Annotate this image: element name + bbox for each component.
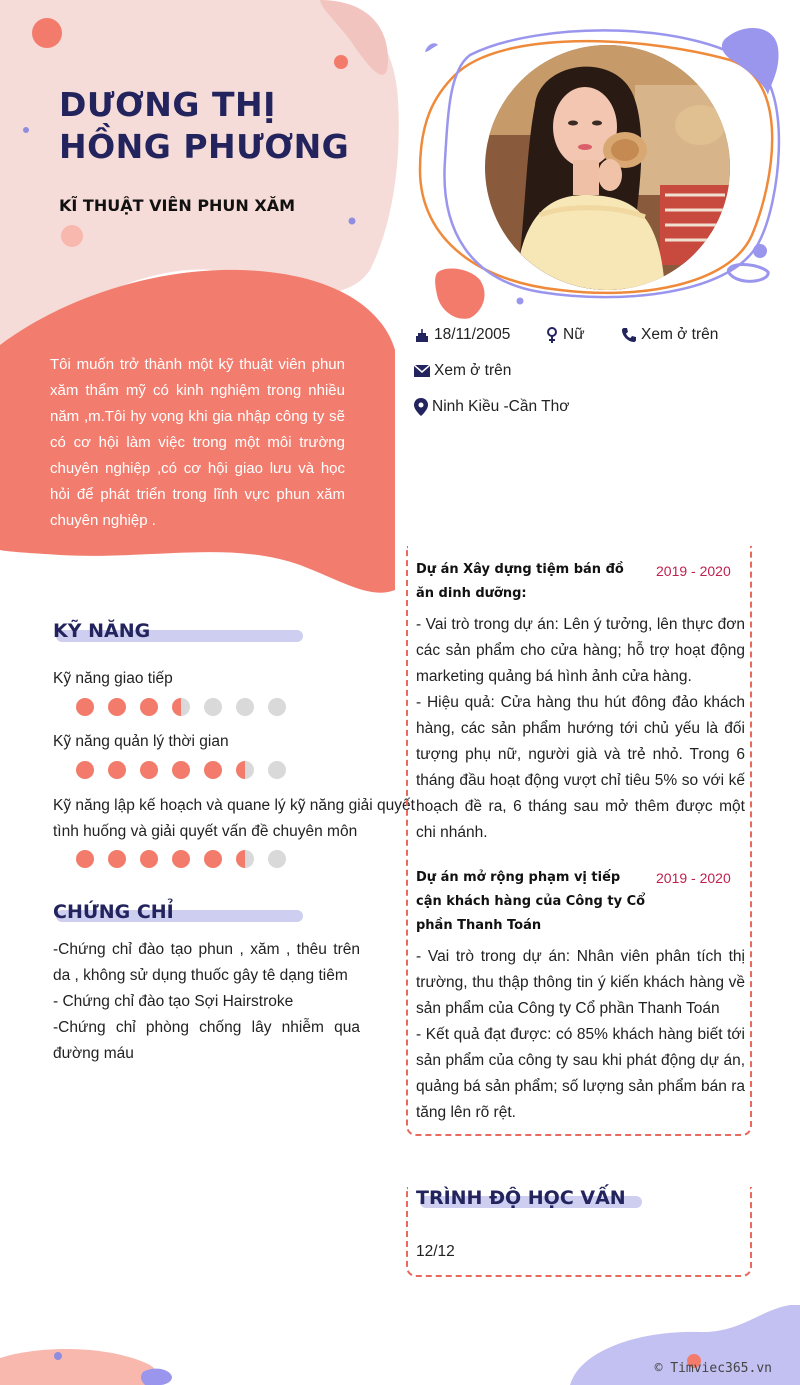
project-result: - Hiệu quả: Cửa hàng thu hút đông đảo khách hàng, các sản phẩm hướng tới chủ yếu là đối tượng phụ nữ, người già và trẻ nhỏ. Trong 6 tháng đầu hoạt động vượt chỉ tiêu 5% so với kế hoạch đề ra, 6 tháng sau mở thêm được một chi nhánh. — [416, 694, 745, 841]
skill-name: Kỹ năng quản lý thời gian — [53, 733, 229, 750]
email-field — [414, 362, 511, 380]
project-role: - Vai trò trong dự án: Nhân viên phân tích thị trường, thu thập thông tin ý kiến khách hàng về sản phẩm của Công ty Cổ phần Thanh Toán — [416, 948, 745, 1017]
project-date: 2019 - 2020 — [656, 563, 731, 579]
certificate-item: - Chứng chỉ đào tạo Sợi Hairstroke — [53, 993, 294, 1010]
skill-rating — [76, 850, 286, 868]
skill-name-line-1: Kỹ năng lập kế hoạch và quane lý kỹ năng giải quyết — [53, 797, 415, 814]
mail-icon — [414, 365, 430, 377]
rating-dot — [108, 761, 126, 779]
job-title: KĨ THUẬT VIÊN PHUN XĂM — [59, 196, 296, 215]
project-description — [416, 612, 745, 846]
rating-dot — [140, 850, 158, 868]
rating-dot — [108, 850, 126, 868]
education-value: 12/12 — [416, 1243, 455, 1260]
rating-dot — [76, 761, 94, 779]
rating-dot — [172, 761, 190, 779]
rating-dot — [76, 850, 94, 868]
name-line-2: HỒNG PHƯƠNG — [59, 127, 350, 166]
skill-name-line-2: tình huống và giải quyết vấn đề chuyên môn — [53, 823, 358, 840]
rating-dot — [204, 698, 222, 716]
phone-field — [621, 326, 718, 344]
copyright: © Timviec365.vn — [654, 1361, 772, 1376]
rating-dot — [140, 761, 158, 779]
rating-dot — [268, 850, 286, 868]
rating-dot — [236, 761, 254, 779]
birthday-value: 18/11/2005 — [434, 326, 511, 343]
location-icon — [414, 398, 428, 416]
certificate-item: -Chứng chỉ phòng chống lây nhiễm qua đường máu — [53, 1019, 360, 1062]
rating-dot — [268, 761, 286, 779]
gender-value: Nữ — [563, 326, 585, 343]
certificate-item: -Chứng chỉ đào tạo phun , xăm , thêu trên da , không sử dụng thuốc gây tê dạng tiêm — [53, 941, 360, 984]
name-line-1: DƯƠNG THỊ — [59, 85, 276, 124]
address-value: Ninh Kiều -Cần Thơ — [432, 398, 570, 415]
rating-dot — [236, 698, 254, 716]
project-date: 2019 - 2020 — [656, 870, 731, 886]
project-description — [416, 944, 745, 1126]
rating-dot — [76, 698, 94, 716]
phone-icon — [621, 327, 637, 343]
cake-icon — [414, 327, 430, 343]
rating-dot — [108, 698, 126, 716]
phone-value: Xem ở trên — [641, 326, 719, 343]
project-title: Dự án Xây dựng tiệm bán đồ ăn dinh dưỡng: — [416, 562, 624, 601]
project-result: - Kết quả đạt được: có 85% khách hàng biết tới sản phẩm của công ty sau khi phát động dự án, quảng bá sản phẩm; số lượng sản phẩm bán ra tăng lên rõ rệt. — [416, 1026, 745, 1121]
gender-icon — [545, 326, 559, 344]
rating-dot — [172, 850, 190, 868]
candidate-name — [59, 84, 349, 168]
skill-rating — [76, 698, 286, 716]
rating-dot — [140, 698, 158, 716]
education-title: TRÌNH ĐỘ HỌC VẤN — [416, 1187, 626, 1209]
career-objective: Tôi muốn trở thành một kỹ thuật viên phun xăm thẩm mỹ có kinh nghiệm trong nhiều năm ,m.Tôi hy vọng khi gia nhập công ty sẽ có cơ hội làm việc trong một môi trường chuyên nghiệp ,có cơ hội giao lưu và học hỏi để phát triển trong lĩnh vực phun xăm chuyên nghiệp . — [50, 356, 345, 529]
certificate-list — [53, 937, 360, 1067]
rating-dot — [204, 850, 222, 868]
skill-name: Kỹ năng giao tiếp — [53, 670, 173, 687]
skills-title: KỸ NĂNG — [53, 620, 151, 642]
project-role: - Vai trò trong dự án: Lên ý tưởng, lên thực đơn các sản phẩm cho cửa hàng; hỗ trợ hoạt động marketing quảng bá hình ảnh cửa hàng. — [416, 616, 745, 685]
birthday-field — [414, 326, 510, 344]
certificates-title: CHỨNG CHỈ — [53, 901, 174, 923]
address-field — [414, 398, 569, 416]
profile-photo — [485, 45, 730, 290]
email-value: Xem ở trên — [434, 362, 512, 379]
rating-dot — [268, 698, 286, 716]
rating-dot — [172, 698, 190, 716]
rating-dot — [204, 761, 222, 779]
project-title: Dự án mở rộng phạm vị tiếp cận khách hàng của Công ty Cổ phần Thanh Toán — [416, 870, 646, 933]
rating-dot — [236, 850, 254, 868]
skill-name — [53, 793, 415, 845]
gender-field — [545, 326, 585, 344]
skill-rating — [76, 761, 286, 779]
